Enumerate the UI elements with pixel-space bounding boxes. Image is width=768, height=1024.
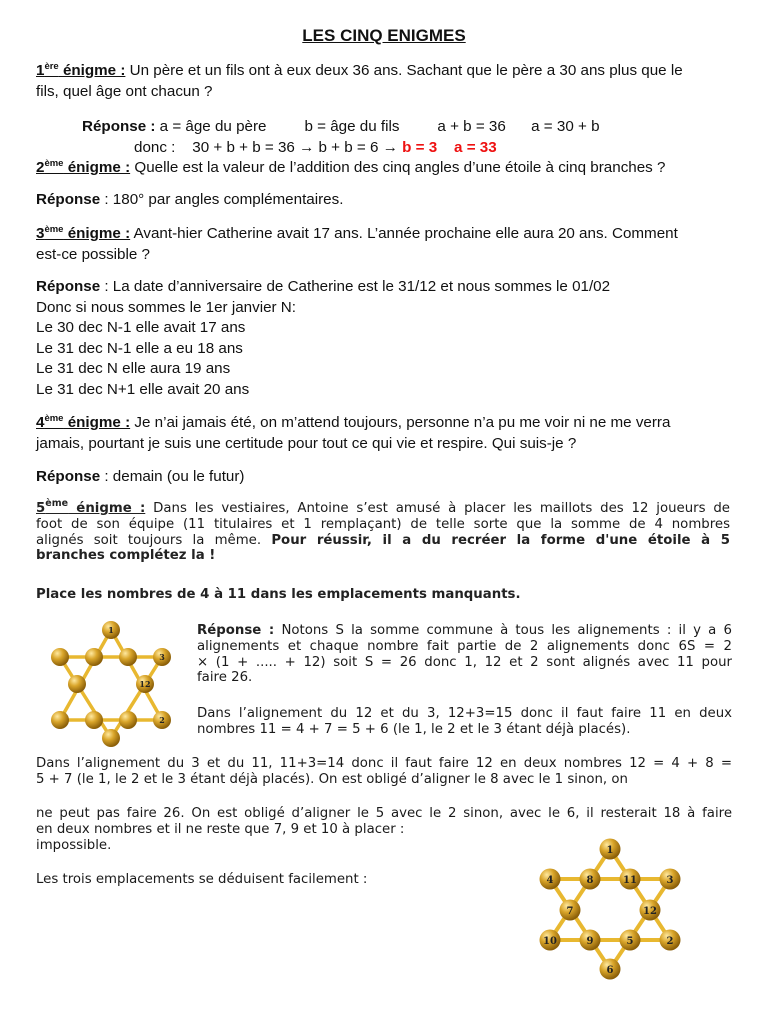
enigme-3: 3ème énigme : Avant-hier Catherine avait 17 ans. L’année prochaine elle aura 20 ans. Comment est-ce possible ? [36, 224, 678, 263]
enigme-5-para4: ne peut pas faire 26. On est obligé d’aligner le 5 avec le 2 sinon, avec le 6, il resterait 18 à faire en deux nombres et il ne reste que 7, 9 et 10 à placer : impossible. [36, 806, 732, 853]
enigme-5-instruction: Place les nombres de 4 à 11 dans les emplacements manquants. [36, 587, 521, 602]
enigme-5-para2: Dans l’alignement du 12 et du 3, 12+3=15 donc il faut faire 11 en deux nombres 11 = 4 + 7 = 5 + 6 (le 1, le 2 et le 3 étant déjà placés). [197, 706, 732, 737]
solution-balls [540, 839, 681, 980]
sol-label-6: 6 [606, 965, 614, 976]
sol-label-5: 5 [626, 936, 634, 947]
sol-label-4: 4 [546, 875, 554, 886]
puzzle-label-12: 12 [139, 679, 151, 689]
arrow-icon: → [299, 138, 315, 156]
enigme-2: 2ème énigme : Quelle est la valeur de l’addition des cinq angles d’une étoile à cinq branches ? [36, 158, 666, 176]
enigme-3-reponse: Réponse : La date d’anniversaire de Catherine est le 31/12 et nous sommes le 01/02 Donc si nous sommes le 1er janvier N: Le 30 dec N-1 elle avait 17 ans Le 31 dec N-1 elle a eu 18 ans Le 31 dec N elle aura 19 ans Le 31 dec N+1 elle avait 20 ans [36, 278, 611, 398]
solution-star [530, 834, 692, 984]
sol-label-2: 2 [666, 936, 674, 947]
enigme-4: 4ème énigme : Je n’ai jamais été, on m’attend toujours, personne n’a pu me voir ni ne me verra jamais, pourtant je suis une certitude pour tout ce qui vie et respire. Qui suis-je ? [36, 413, 671, 452]
enigme-2-reponse: Réponse : 180° par angles complémentaires. [36, 191, 344, 208]
sol-label-9: 9 [586, 936, 594, 947]
arrow-icon: → [382, 138, 398, 156]
enigme-5-para3: Dans l’alignement du 3 et du 11, 11+3=14 donc il faut faire 12 en deux nombres 12 = 4 + 8 = 5 + 7 (le 1, le 2 et le 3 étant déjà placés). On est obligé d’aligner le 8 avec le 1 sinon, on [36, 756, 732, 787]
enigme-5: 5ème énigme : Dans les vestiaires, Antoine s’est amusé à placer les maillots des 12 joueurs de foot de son équipe (11 titulaires et 1 remplaçant) de telle sorte que la somme de 4 nombres alignés soit toujours la même. Pour réussir, il a du recréer la forme d'une étoile à 5 branches complétez la ! [36, 498, 730, 564]
sol-label-11: 11 [623, 875, 637, 886]
page-title: LES CINQ ENIGMES [302, 26, 466, 45]
puzzle-star [40, 618, 180, 750]
sol-label-10: 10 [543, 936, 557, 947]
puzzle-label-3: 3 [159, 652, 165, 662]
sol-label-3: 3 [666, 875, 674, 886]
enigme-4-reponse: Réponse : demain (ou le futur) [36, 468, 245, 485]
sol-label-8: 8 [586, 875, 594, 886]
enigme-1-question: Un père et un fils ont à eux deux 36 ans. Sachant que le père a 30 ans plus que le [129, 62, 683, 79]
puzzle-balls [51, 621, 171, 747]
sol-label-1: 1 [606, 845, 614, 856]
enigme-1-reponse: Réponse : a = âge du père b = âge du fils a + b = 36 a = 30 + b donc : 30 + b + b = 36 → b + b = 6 → b = 3 a = 33 [82, 118, 600, 156]
puzzle-label-2: 2 [159, 715, 165, 725]
enigme-5-reponse: Réponse : Notons S la somme commune à tous les alignements : il y a 6 alignements et chaque nombre fait partie de 2 alignements donc 6S = 2 × (1 + ..... + 12) soit S = 26 donc 1, 12 et 2 sont alignés avec 11 pour faire 26. [197, 623, 732, 686]
sol-label-12: 12 [643, 906, 657, 917]
sol-label-7: 7 [566, 906, 574, 917]
puzzle-label-1: 1 [108, 625, 114, 635]
enigme-1: 1ère énigme : Un père et un fils ont à eux deux 36 ans. Sachant que le père a 30 ans plus que le fils, quel âge ont chacun ? [36, 61, 683, 100]
enigme-5-para5: Les trois emplacements se déduisent facilement : [36, 872, 368, 887]
